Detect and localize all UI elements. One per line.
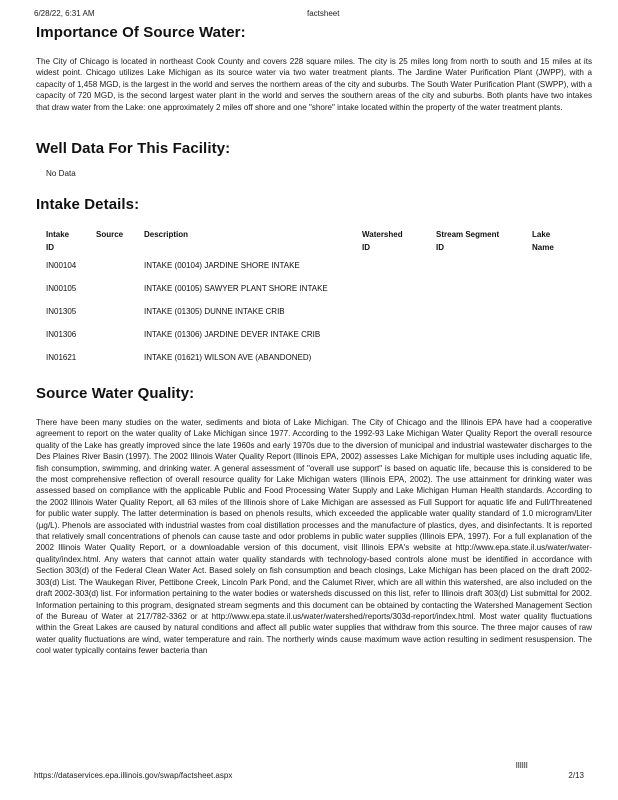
quality-heading: Source Water Quality: (36, 385, 195, 402)
intake-segment (436, 283, 532, 306)
table-row (46, 306, 576, 329)
intake-description: INTAKE (01305) DUNNE INTAKE CRIB (144, 307, 285, 316)
document-title: factsheet (307, 9, 340, 18)
intake-id: IN00104 (46, 261, 77, 270)
page-footer (34, 771, 584, 783)
importance-heading: Importance Of Source Water: (36, 24, 246, 41)
table-row (46, 260, 576, 283)
table-row (46, 329, 576, 352)
intake-lake (532, 283, 576, 306)
column-header-stream-segment-id: Stream Segment ID (436, 230, 500, 252)
intake-segment (436, 329, 532, 352)
intake-lake (532, 329, 576, 352)
intake-segment (436, 306, 532, 329)
intake-table-header (46, 228, 576, 260)
source-url: https://dataservices.epa.illinois.gov/swap/factsheet.aspx (34, 771, 233, 780)
well-data-heading: Well Data For This Facility: (36, 140, 231, 157)
intake-watershed (362, 283, 436, 306)
column-header-watershed-id: Watershed ID (362, 230, 403, 252)
intake-segment (436, 352, 532, 375)
table-row (46, 352, 576, 375)
intake-id: IN00105 (46, 284, 77, 293)
intake-watershed (362, 352, 436, 375)
column-header-intake-id: Intake ID (46, 230, 70, 252)
intake-id: IN01306 (46, 330, 77, 339)
intake-watershed (362, 306, 436, 329)
scan-mark (516, 762, 528, 768)
intake-id: IN01621 (46, 353, 77, 362)
table-row (46, 283, 576, 306)
intake-source (96, 329, 144, 352)
intake-lake (532, 260, 576, 283)
intake-source (96, 352, 144, 375)
page-number: 2/13 (568, 771, 584, 780)
column-header-description: Description (144, 230, 189, 239)
intake-watershed (362, 260, 436, 283)
column-header-lake-name: Lake Name (532, 230, 554, 252)
importance-paragraph: The City of Chicago is located in northeast Cook County and covers 228 square miles. The city is 25 miles long from north to south and 15 miles at its widest point. Chicago utilizes Lake Michigan as its source water via two water treatment plants. The Jardine Water Purification Plant (JWPP), with a capacity of 1,458 MGD, is the largest in the world and serves the northern areas of the city and suburbs. The South Water Purification Plant (SWPP), with a capacity of 720 MGD, is the second largest water plant in the world and serves the southern areas of the city and suburbs. Both plants have two intakes that draw water from the Lake: one approximately 2 miles off shore and one "shore" intake located within the property of the water treatment plants. (36, 57, 592, 112)
page-header (34, 9, 584, 21)
intake-description: INTAKE (00104) JARDINE SHORE INTAKE (144, 261, 300, 270)
intake-lake (532, 352, 576, 375)
well-data-value: No Data (46, 169, 76, 178)
quality-paragraph: There have been many studies on the water, sediments and biota of Lake Michigan. The City of Chicago and the Illinois EPA have had a cooperative agreement to report on the water quality of Lake Michigan since 1977. According to the 1992-93 Lake Michigan Water Quality Report the overall resource quality of the Lake has greatly improved since the late 1960s and early 1970s due to the diversion of municipal and industrial wastewater discharges to the Des Plaines River Basin (1997). The 2002 Illinois Water Quality Report (Illinois EPA, 2002) assesses Lake Michigan for multiple uses including aquatic life, fish consumption, swimming, and drinking water. A general assessment of "overall use support" is based on aquatic life, because this is considered to be the most comprehensive reflection of overall resource quality for Lake Michigan waters (Illinois EPA, 2002). The use attainment for drinking water was assessed based on compliance with the applicable Public and Food Processing Water Supply and Lake Michigan Human Health standards. According to the 2002 Illinois Water Quality Report, all 63 miles of the Illinois shore of Lake Michigan are assessed as Full Support for aquatic life and Full/Threatened for public water supply. The latter determination is based on phenols results, which exceeded the applicable water quality standard of 1.0 microgram/Liter (µg/L). Phenols are associated with industrial wastes from coal distillation processes and the manufacture of plastics, dyes, and disinfectants. It is reported that relatively small concentrations of phenols can cause taste and odor problems in public water supplies (Illinois EPA, 1997). For a full explanation of the 2002 Illinois Water Quality Report, or a downloadable version of this document, visit Illinois EPA's website at http://www.epa.state.il.us/water/water-quality/index.html. Any waters that cannot attain water quality standards with technology-based controls alone must be identified in accordance with Section 303(d) of the Federal Clean Water Act. Based solely on fish consumption and beach closings, Lake Michigan has been placed on the draft 2002-303(d) List. The Waukegan River, Pettibone Creek, Lincoln Park Pond, and the Calumet River, which are all within this watershed, are also included on the draft 2002-303(d) list. For information pertaining to the water bodies or watersheds discussed on this list, refer to Illinois draft 303(d) List submittal for 2002. Information pertaining to this program, designated stream segments and this document can be obtained by contacting the Watershed Management Section of the Bureau of Water at 217/782-3362 or at http://www.epa.state.il.us/water/watershed/reports/303d-report/index.html. Most water quality fluctuations within the Great Lakes are caused by natural conditions and affect all public water supplies that withdraw from this source. The three major causes of raw water quality fluctuations are wind, water temperature and rain. The northerly winds cause maximum wave action resulting in sediment resuspension. The cool water typically contains fewer bacteria than (36, 418, 592, 656)
intake-heading: Intake Details: (36, 196, 140, 213)
intake-segment (436, 260, 532, 283)
intake-lake (532, 306, 576, 329)
intake-watershed (362, 329, 436, 352)
intake-source (96, 260, 144, 283)
column-header-source: Source (96, 230, 124, 239)
intake-source (96, 306, 144, 329)
intake-source (96, 283, 144, 306)
factsheet-content (36, 24, 592, 657)
intake-description: INTAKE (00105) SAWYER PLANT SHORE INTAKE (144, 284, 328, 293)
intake-table (46, 228, 576, 375)
print-timestamp: 6/28/22, 6:31 AM (34, 9, 95, 18)
intake-id: IN01305 (46, 307, 77, 316)
intake-description: INTAKE (01306) JARDINE DEVER INTAKE CRIB (144, 330, 321, 339)
intake-description: INTAKE (01621) WILSON AVE (ABANDONED) (144, 353, 312, 362)
